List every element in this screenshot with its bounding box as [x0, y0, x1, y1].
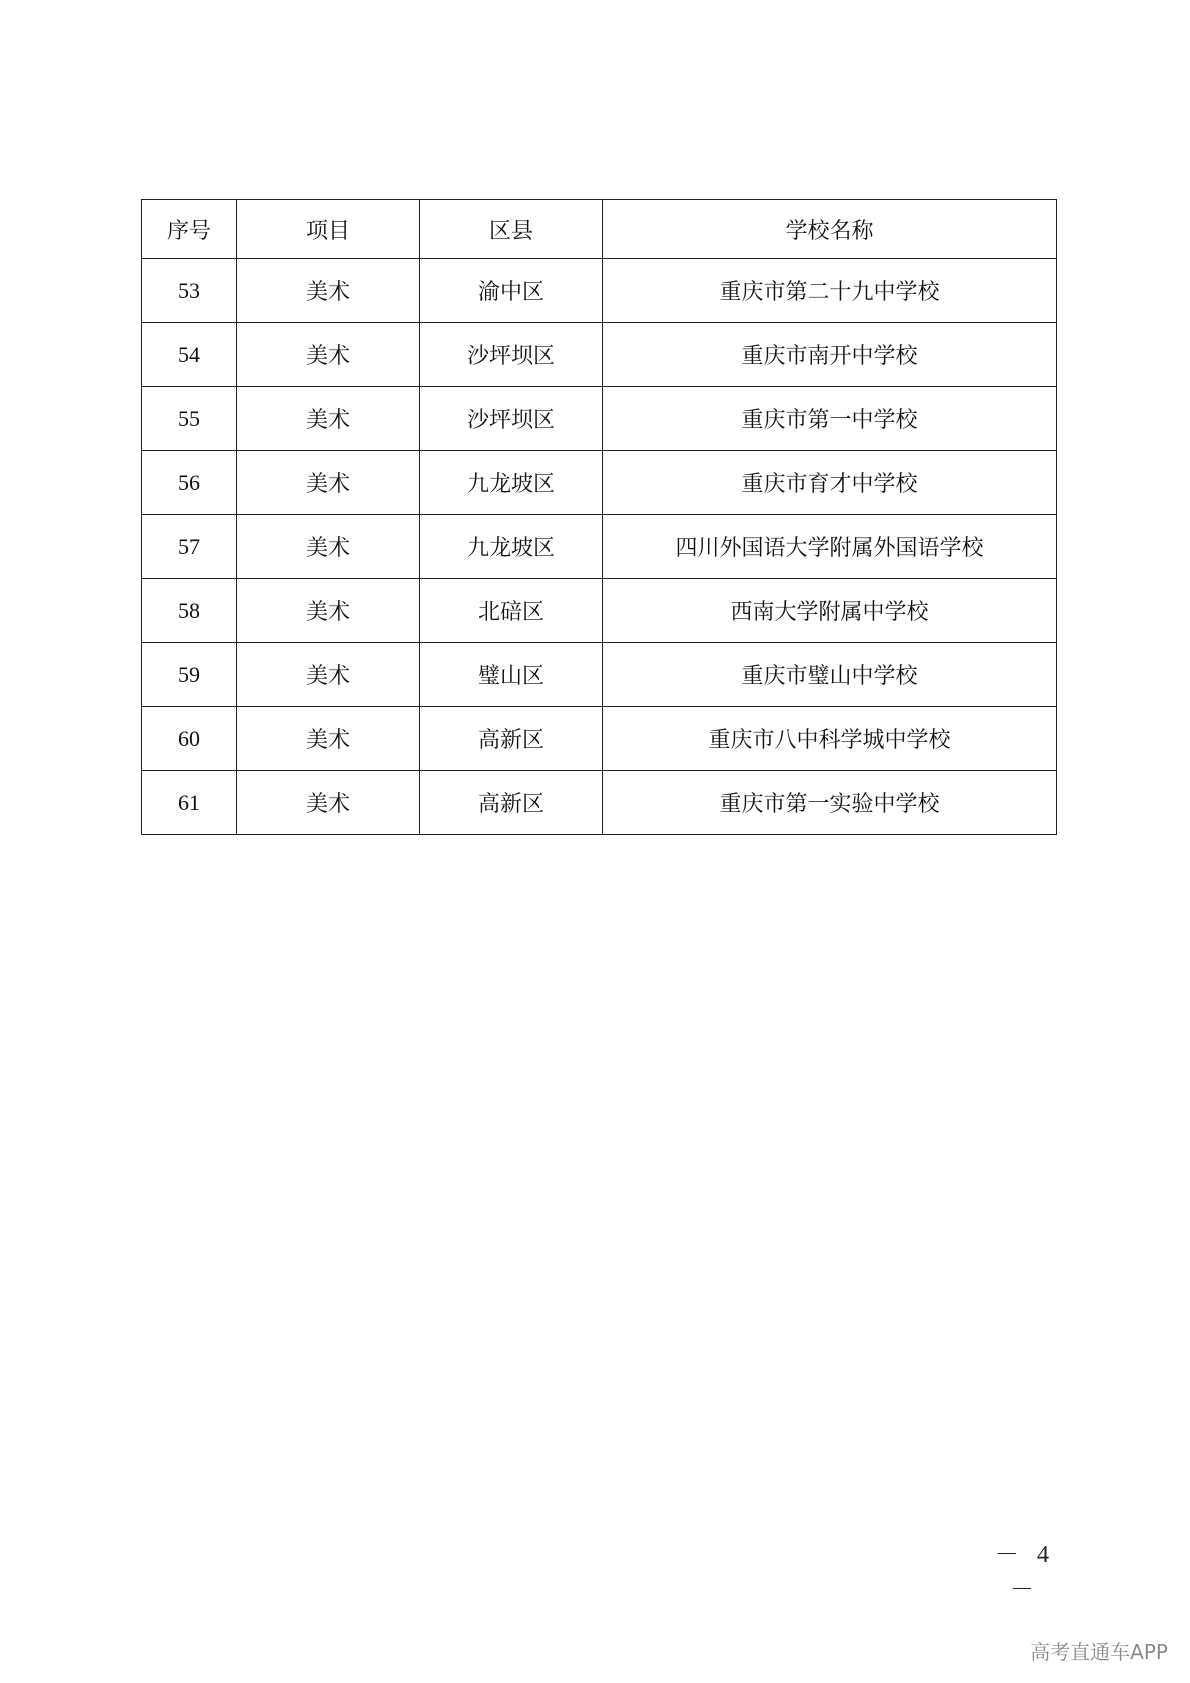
cell-project: 美术: [237, 579, 420, 643]
cell-district: 沙坪坝区: [420, 387, 603, 451]
cell-project: 美术: [237, 451, 420, 515]
school-table: [141, 199, 1057, 835]
cell-school: 四川外国语大学附属外国语学校: [603, 515, 1057, 579]
cell-district: 北碚区: [420, 579, 603, 643]
cell-school: 重庆市第一中学校: [603, 387, 1057, 451]
table-row: [142, 707, 1057, 771]
cell-school: 重庆市南开中学校: [603, 323, 1057, 387]
cell-project: 美术: [237, 323, 420, 387]
table-row: [142, 451, 1057, 515]
cell-no: 61: [142, 771, 237, 835]
cell-school: 重庆市八中科学城中学校: [603, 707, 1057, 771]
cell-district: 九龙坡区: [420, 515, 603, 579]
cell-project: 美术: [237, 771, 420, 835]
cell-project: 美术: [237, 707, 420, 771]
cell-no: 55: [142, 387, 237, 451]
header-no: 序号: [142, 200, 237, 259]
cell-school: 重庆市第一实验中学校: [603, 771, 1057, 835]
table-row: [142, 259, 1057, 323]
header-district: 区县: [420, 200, 603, 259]
cell-school: 重庆市第二十九中学校: [603, 259, 1057, 323]
cell-school: 重庆市璧山中学校: [603, 643, 1057, 707]
table-row: [142, 515, 1057, 579]
cell-project: 美术: [237, 643, 420, 707]
cell-no: 60: [142, 707, 237, 771]
cell-district: 沙坪坝区: [420, 323, 603, 387]
table-row: [142, 771, 1057, 835]
table-row: [142, 323, 1057, 387]
header-school: 学校名称: [603, 200, 1057, 259]
table-row: [142, 643, 1057, 707]
cell-project: 美术: [237, 259, 420, 323]
cell-district: 高新区: [420, 771, 603, 835]
cell-school: 重庆市育才中学校: [603, 451, 1057, 515]
cell-no: 59: [142, 643, 237, 707]
cell-district: 璧山区: [420, 643, 603, 707]
cell-no: 54: [142, 323, 237, 387]
cell-no: 53: [142, 259, 237, 323]
cell-project: 美术: [237, 515, 420, 579]
table-header-row: [142, 200, 1057, 259]
cell-no: 58: [142, 579, 237, 643]
cell-project: 美术: [237, 387, 420, 451]
cell-district: 九龙坡区: [420, 451, 603, 515]
cell-school: 西南大学附属中学校: [603, 579, 1057, 643]
cell-no: 57: [142, 515, 237, 579]
cell-district: 渝中区: [420, 259, 603, 323]
watermark: 高考直通车APP: [1030, 1640, 1168, 1664]
page-number: － 4 －: [995, 1542, 1055, 1603]
header-project: 项目: [237, 200, 420, 259]
cell-no: 56: [142, 451, 237, 515]
table-row: [142, 579, 1057, 643]
cell-district: 高新区: [420, 707, 603, 771]
table-row: [142, 387, 1057, 451]
